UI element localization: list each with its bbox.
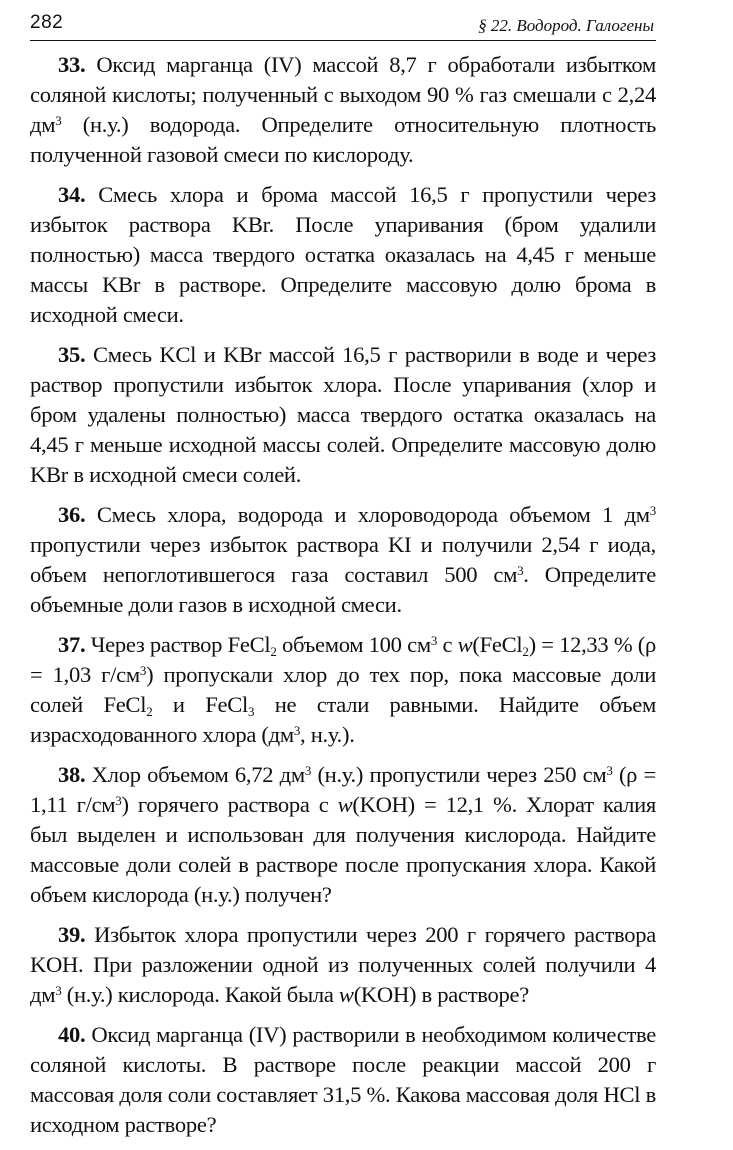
italic-symbol: w	[457, 632, 473, 657]
problem-number: 34.	[58, 182, 86, 207]
problem-number: 37.	[58, 632, 86, 657]
problem-number: 35.	[58, 342, 86, 367]
superscript: 3	[517, 563, 524, 578]
problem-text: Через раствор FeCl	[90, 632, 271, 657]
problem-number: 40.	[58, 1022, 86, 1047]
problem-text: Смесь хлора, водорода и хлороводорода объемом 1 дм	[96, 502, 650, 527]
problem-text: (н.у.) кислорода. Какой была	[61, 982, 339, 1007]
subscript: 2	[270, 644, 277, 659]
page-number: 282	[30, 12, 64, 33]
problems-list	[30, 50, 656, 1150]
problem-text: (KOH) = 12,1 %. Хлорат калия был выделен и использован для получения кислорода. Найдите массовые доли солей в растворе после пропускания хлора. Какой объем кислорода (н.у.) получен?	[30, 792, 656, 907]
problem-text: ) = 12,33 % (ρ = 1,03 г/см	[30, 632, 656, 687]
running-title: § 22. Водород. Галогены	[478, 16, 654, 35]
problem-text: Оксид марганца (IV) растворили в необходимом количестве соляной кислоты. В растворе после реакции массой 200 г массовая доля соли составляет 31,5 %. Какова массовая доля HCl в исходном растворе?	[30, 1022, 656, 1137]
problem-text: Хлор объемом 6,72 дм	[91, 762, 305, 787]
problem-text: пропустили через избыток раствора KI и получили 2,54 г иода, объем непоглотившегося газа составил 500 см	[30, 532, 656, 587]
subscript: 3	[247, 704, 255, 719]
problem-38	[30, 760, 656, 910]
problem-text: . Определите объемные доли газов в исходной смеси.	[30, 562, 656, 617]
problem-35	[30, 340, 656, 490]
italic-symbol: w	[338, 982, 354, 1007]
problem-text: (ρ = 1,11 г/см	[30, 762, 656, 817]
subscript: 2	[146, 704, 153, 719]
superscript: 3	[115, 793, 122, 808]
problem-number: 33.	[58, 52, 86, 77]
superscript: 3	[55, 113, 62, 128]
page-header	[30, 10, 656, 41]
problem-text: (KOH) в растворе?	[353, 982, 529, 1007]
problem-text: (н.у.) пропустили через 250 см	[311, 762, 607, 787]
problem-37	[30, 630, 656, 750]
problem-text: Избыток хлора пропустили через 200 г горячего раствора KOH. При разложении одной из полученных солей получили 4 дм	[30, 922, 656, 1007]
problem-number: 38.	[58, 762, 86, 787]
problem-text: с	[437, 632, 458, 657]
problem-text: ) горячего раствора с	[121, 792, 338, 817]
problem-text: объемом 100 см	[276, 632, 431, 657]
problem-number: 36.	[58, 502, 86, 527]
problem-text: , н.у.).	[300, 722, 355, 747]
problem-40	[30, 1020, 656, 1140]
problem-text: (FeCl	[472, 632, 523, 657]
problem-text: (н.у.) водорода. Определите относительную плотность полученной газовой смеси по кислороду.	[30, 112, 656, 167]
superscript: 3	[293, 723, 301, 738]
problem-text: Смесь KCl и KBr массой 16,5 г растворили в воде и через раствор пропустили избыток хлора. После упаривания (хлор и бром удалены полностью) масса твердого остатка оказалась на 4,45 г меньше исходной массы солей. Определите массовую долю KBr в исходной смеси солей.	[30, 342, 656, 487]
superscript: 3	[139, 663, 147, 678]
problem-text: не стали равными. Найдите объем израсходованного хлора (дм	[30, 692, 657, 747]
superscript: 3	[649, 503, 656, 518]
problem-39	[30, 920, 656, 1010]
superscript: 3	[430, 633, 438, 648]
problem-text: и FeCl	[152, 692, 248, 717]
problem-33	[30, 50, 656, 170]
superscript: 3	[55, 983, 62, 998]
problem-text: Оксид марганца (IV) массой 8,7 г обработали избытком соляной кислоты; полученный с выходом 90 % газ смешали с 2,24 дм	[30, 52, 656, 137]
problem-text: ) пропускали хлор до тех пор, пока массовые доли солей FeCl	[30, 662, 656, 717]
subscript: 2	[522, 644, 529, 659]
superscript: 3	[304, 763, 312, 778]
italic-symbol: w	[337, 792, 353, 817]
problem-34	[30, 180, 656, 330]
problem-number: 39.	[58, 922, 86, 947]
superscript: 3	[606, 763, 613, 778]
problem-text: Смесь хлора и брома массой 16,5 г пропустили через избыток раствора KBr. После упаривания (бром удалили полностью) масса твердого остатка оказалась на 4,45 г меньше массы KBr в растворе. Определите массовую долю брома в исходной смеси.	[30, 182, 656, 327]
problem-36	[30, 500, 656, 620]
